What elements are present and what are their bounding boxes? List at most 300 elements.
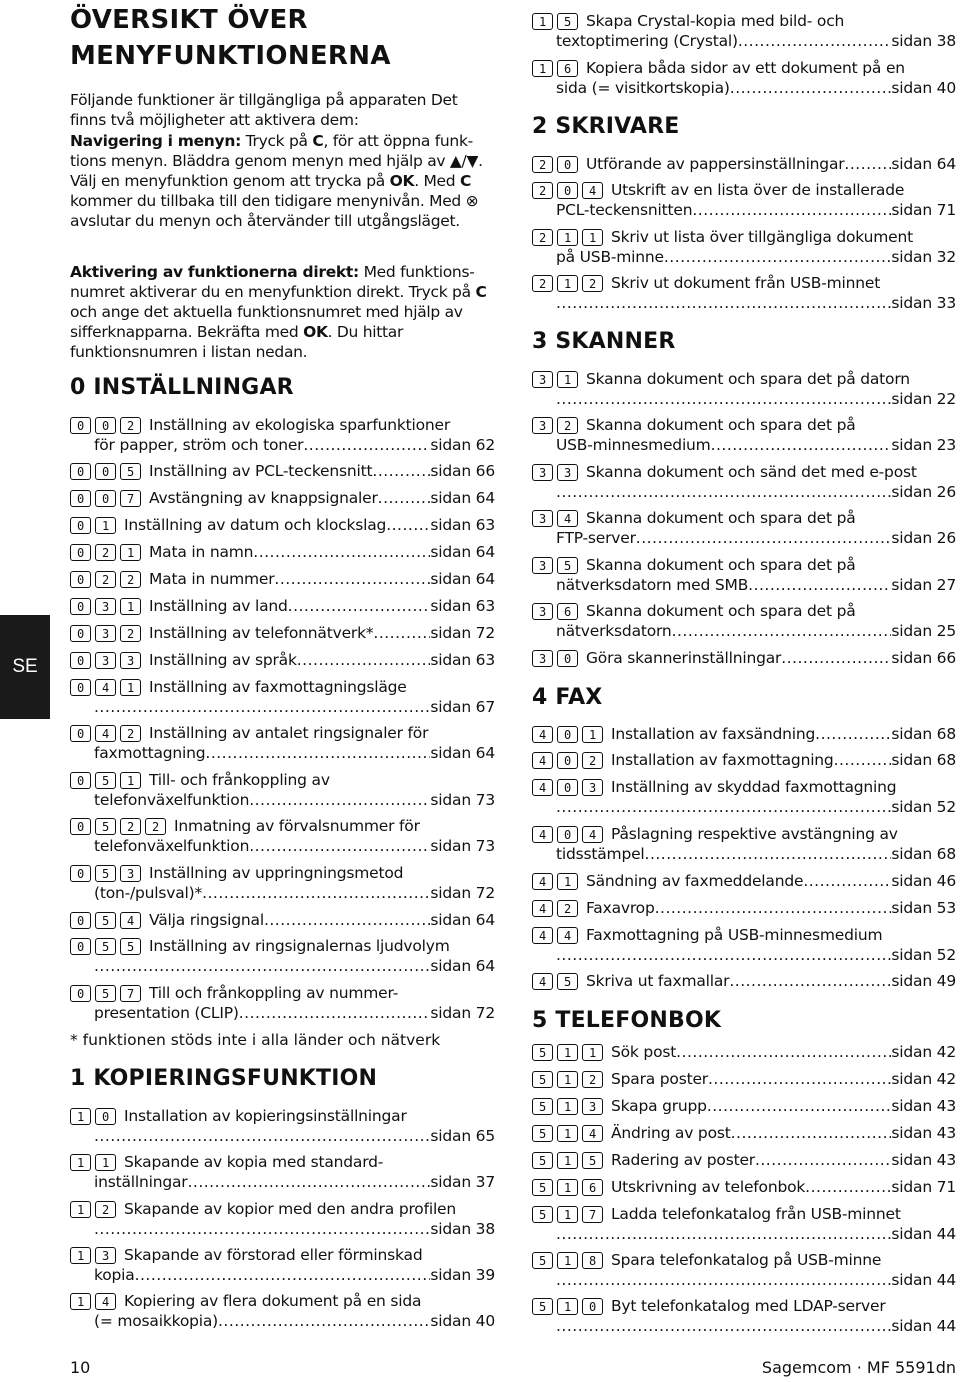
page-reference: sidan 43 [891, 1097, 956, 1115]
page-reference: sidan 44 [891, 1270, 956, 1289]
page-reference: sidan 49 [891, 972, 956, 990]
page-reference: sidan 23 [891, 435, 956, 454]
page-reference: sidan 72 [430, 883, 495, 902]
entry-label: Radering av poster [611, 1151, 755, 1169]
menu-entry [532, 1070, 956, 1090]
entry-label-continued: nätverksdatorn [556, 621, 672, 640]
page-reference: sidan 68 [891, 725, 956, 743]
dot-leader [655, 899, 892, 919]
language-tab-label: SE [12, 656, 38, 677]
key-c: C [459, 172, 472, 190]
dot-leader [94, 1220, 430, 1240]
entry-label: Skriva ut faxmallar [586, 972, 730, 990]
function-code [532, 464, 578, 481]
function-code [532, 1298, 603, 1315]
entry-label-continued: FTP-server [556, 528, 636, 547]
entry-label: Påslagning respektive avstängning av [611, 825, 898, 843]
key-box: 4 [532, 779, 553, 796]
key-box: 3 [120, 652, 141, 669]
function-code [532, 873, 578, 890]
key-box: 1 [557, 229, 578, 246]
function-code [70, 865, 141, 882]
dot-leader [636, 529, 892, 549]
page-reference: sidan 66 [430, 462, 495, 480]
function-code [532, 826, 603, 843]
page-reference: sidan 64 [430, 489, 495, 507]
menu-entry [70, 597, 495, 617]
menu-entry [532, 12, 956, 51]
dot-leader [711, 436, 892, 456]
entry-label: Skriv ut dokument från USB-minnet [611, 274, 881, 292]
key-box: 2 [95, 571, 116, 588]
key-box: 4 [582, 826, 603, 843]
entry-label: Inställning av ekologiska sparfunktioner [149, 416, 451, 434]
entry-label-continued: för papper, ström och toner [94, 435, 304, 454]
entry-label-continued: telefonväxelfunktion [94, 836, 250, 855]
navigation-paragraph [70, 131, 498, 231]
key-box: 5 [95, 985, 116, 1002]
entry-label-continued: presentation (CLIP) [94, 1003, 239, 1022]
key-box: 1 [70, 1293, 91, 1310]
menu-entry [532, 274, 956, 313]
menu-entry [532, 972, 956, 992]
dot-leader [731, 1124, 892, 1144]
entry-label: Sök post [611, 1043, 677, 1061]
function-code [70, 772, 141, 789]
entry-label: Utförande av pappersinställningar [586, 155, 845, 173]
dot-leader [707, 1097, 892, 1117]
entry-label: Skanna dokument och spara det på [586, 556, 856, 574]
key-box: 1 [95, 1154, 116, 1171]
dot-leader [729, 972, 891, 992]
dot-leader [187, 1173, 430, 1193]
title-line-1: ÖVERSIKT ÖVER [70, 5, 308, 35]
page-reference: sidan 67 [430, 697, 495, 716]
page-number: 10 [70, 1358, 91, 1377]
dot-leader [94, 698, 430, 718]
function-code [70, 1293, 116, 1310]
key-box: 4 [532, 726, 553, 743]
key-box: 0 [557, 182, 578, 199]
key-box: 2 [120, 725, 141, 742]
entry-label: Inställning av datum och klockslag [124, 516, 387, 534]
function-code [70, 652, 141, 669]
navigation-label: Navigering i menyn: [70, 132, 241, 150]
entry-label-continued: nätverksdatorn med SMB [556, 575, 749, 594]
key-box: 3 [532, 603, 553, 620]
key-box: 3 [532, 510, 553, 527]
page-reference: sidan 43 [891, 1124, 956, 1142]
function-code [532, 1252, 603, 1269]
menu-entry [532, 463, 956, 502]
direct-paragraph [70, 262, 498, 362]
page-reference: sidan 32 [891, 247, 956, 266]
function-code [532, 417, 578, 434]
entry-label: Skriv ut lista över tillgängliga dokument [611, 228, 913, 246]
key-box: 2 [120, 818, 141, 835]
key-box: 1 [557, 1044, 578, 1061]
entry-label-continued: textoptimering (Crystal) [556, 31, 738, 50]
key-box: 2 [532, 229, 553, 246]
key-box: 3 [532, 557, 553, 574]
function-code [532, 13, 578, 30]
key-box: 5 [557, 13, 578, 30]
menu-entry [70, 416, 495, 455]
menu-entry [532, 1043, 956, 1063]
function-code [532, 973, 578, 990]
dot-leader [94, 957, 430, 977]
entry-label: Till och frånkoppling av nummer- [149, 984, 399, 1002]
key-box: 0 [582, 1298, 603, 1315]
menu-entry [532, 602, 956, 641]
dot-leader [556, 1225, 891, 1245]
menu-entry [532, 509, 956, 548]
key-box: 5 [532, 1252, 553, 1269]
page-reference: sidan 44 [891, 1224, 956, 1243]
entry-label: Skapa grupp [611, 1097, 707, 1115]
dot-leader [372, 462, 430, 482]
function-code [70, 679, 141, 696]
dot-leader [556, 798, 891, 818]
page-reference: sidan 64 [430, 570, 495, 588]
entry-label-continued: faxmottagning [94, 743, 206, 762]
entry-label-continued: kopia [94, 1265, 135, 1284]
function-code [532, 1125, 603, 1142]
dot-leader [738, 32, 892, 52]
menu-entry [532, 825, 956, 864]
function-code [70, 598, 141, 615]
page-reference: sidan 22 [891, 389, 956, 408]
dot-leader [664, 248, 892, 268]
key-box: 5 [95, 865, 116, 882]
dot-leader [803, 872, 891, 892]
entry-label: Utskrivning av telefonbok [611, 1178, 806, 1196]
page-reference: sidan 46 [891, 872, 956, 890]
function-code [70, 571, 141, 588]
key-box: 0 [70, 679, 91, 696]
page-reference: sidan 40 [430, 1311, 495, 1330]
entry-label: Inmatning av förvalsnummer för [174, 817, 420, 835]
entry-label: Inställning av uppringningsmetod [149, 864, 404, 882]
key-box: 8 [582, 1252, 603, 1269]
function-code [532, 603, 578, 620]
key-box: 0 [70, 725, 91, 742]
entry-label: Installation av faxmottagning [611, 751, 834, 769]
function-code [532, 779, 603, 796]
function-code [70, 1247, 116, 1264]
entry-label: Faxmottagning på USB-minnesmedium [586, 926, 883, 944]
key-box: 5 [532, 1071, 553, 1088]
key-box: 5 [582, 1152, 603, 1169]
dot-leader [755, 1151, 891, 1171]
page-reference: sidan 42 [891, 1043, 956, 1061]
key-box: 1 [557, 1098, 578, 1115]
key-box: 0 [70, 938, 91, 955]
key-box: 5 [532, 1044, 553, 1061]
menu-entry [532, 778, 956, 817]
entry-label: Till- och frånkoppling av [149, 771, 330, 789]
key-box: 2 [582, 275, 603, 292]
page-reference: sidan 71 [891, 1178, 956, 1196]
function-code [70, 417, 141, 434]
key-box: 0 [70, 772, 91, 789]
title-line-2: MENYFUNKTIONERNA [70, 41, 391, 71]
menu-entry [532, 155, 956, 175]
function-code [532, 182, 603, 199]
section-heading-settings: 0 INSTÄLLNINGAR [70, 375, 294, 400]
key-box: 1 [557, 1179, 578, 1196]
key-box: 0 [70, 571, 91, 588]
key-box: 4 [532, 973, 553, 990]
dot-leader [288, 597, 431, 617]
key-box: 0 [95, 1108, 116, 1125]
key-box: 3 [120, 865, 141, 882]
key-box: 5 [532, 1152, 553, 1169]
page-reference: sidan 37 [430, 1172, 495, 1191]
entry-label-continued: inställningar [94, 1172, 188, 1191]
function-code [532, 1152, 603, 1169]
entry-label: Skapande av förstorad eller förminskad [124, 1246, 423, 1264]
dot-leader [556, 1317, 891, 1337]
dot-leader [708, 1070, 891, 1090]
key-box: 1 [582, 229, 603, 246]
function-code [532, 752, 603, 769]
dot-leader [135, 1266, 431, 1286]
key-box: 5 [120, 463, 141, 480]
key-box: 3 [95, 1247, 116, 1264]
dot-leader [239, 1004, 431, 1024]
key-box: 4 [557, 927, 578, 944]
key-box: 0 [557, 752, 578, 769]
menu-entry [532, 1124, 956, 1144]
dot-leader [834, 751, 892, 771]
key-box: 1 [70, 1247, 91, 1264]
page-reference: sidan 71 [891, 200, 956, 219]
entry-label: Välja ringsignal [149, 911, 264, 929]
key-box: 7 [120, 490, 141, 507]
key-box: 0 [70, 417, 91, 434]
key-box: 1 [70, 1201, 91, 1218]
entry-label: Skapande av kopia med standard- [124, 1153, 384, 1171]
key-box: 5 [532, 1298, 553, 1315]
key-box: 0 [70, 598, 91, 615]
entry-label: Installation av faxsändning [611, 725, 816, 743]
entry-label: Inställning av språk [149, 651, 297, 669]
page-reference: sidan 25 [891, 621, 956, 640]
key-box: 5 [95, 818, 116, 835]
dot-leader [815, 725, 891, 745]
navigation-text: , för att öppna funk-tions menyn. Bläddra genom menyn med hjälp av ▲/▼. Välj en menyfunktion genom att trycka på [70, 132, 483, 190]
page-reference: sidan 64 [430, 956, 495, 975]
key-box: 0 [70, 517, 91, 534]
key-box: 3 [532, 417, 553, 434]
menu-entry [70, 817, 495, 856]
dot-leader [692, 201, 891, 221]
key-box: 1 [557, 1071, 578, 1088]
page-reference: sidan 66 [891, 649, 956, 667]
function-code [532, 371, 578, 388]
entry-label-continued: telefonväxelfunktion [94, 790, 250, 809]
page-reference: sidan 26 [891, 528, 956, 547]
key-box: 1 [120, 679, 141, 696]
page-reference: sidan 39 [430, 1265, 495, 1284]
menu-entry [532, 370, 956, 409]
key-box: 2 [95, 544, 116, 561]
entry-label: Skanna dokument och sänd det med e-post [586, 463, 917, 481]
page-reference: sidan 65 [430, 1126, 495, 1145]
key-box: 4 [582, 1125, 603, 1142]
key-box: 4 [532, 873, 553, 890]
menu-entry [532, 872, 956, 892]
key-box: 0 [557, 726, 578, 743]
key-box: 0 [70, 544, 91, 561]
function-code [532, 650, 578, 667]
function-code [532, 1206, 603, 1223]
entry-label-continued: (ton-/pulsval)* [94, 883, 203, 902]
key-box: 2 [120, 571, 141, 588]
function-code [70, 490, 141, 507]
intro-paragraph [70, 90, 498, 130]
key-box: 2 [532, 156, 553, 173]
entry-label: Spara telefonkatalog på USB-minne [611, 1251, 882, 1269]
entry-label: Inställning av faxmottagningsläge [149, 678, 407, 696]
entry-label: Skapande av kopior med den andra profilen [124, 1200, 457, 1218]
key-box: 1 [532, 60, 553, 77]
dot-leader [386, 516, 430, 536]
key-box: 1 [557, 1125, 578, 1142]
entry-label-continued: USB-minnesmedium [556, 435, 711, 454]
entry-label: Inställning av land [149, 597, 288, 615]
product-name: Sagemcom · MF 5591dn [761, 1358, 956, 1377]
key-box: 2 [557, 417, 578, 434]
menu-entry [70, 624, 495, 644]
key-box: 3 [95, 598, 116, 615]
key-box: 2 [582, 1071, 603, 1088]
key-box: 4 [532, 900, 553, 917]
entry-label: Skanna dokument och spara det på [586, 602, 856, 620]
key-box: 0 [70, 985, 91, 1002]
function-code [70, 625, 141, 642]
dot-leader [378, 489, 431, 509]
menu-entry [70, 864, 495, 903]
menu-entry [70, 937, 495, 976]
menu-entry [532, 751, 956, 771]
page-reference: sidan 72 [430, 624, 495, 642]
key-box: 0 [70, 490, 91, 507]
function-code [532, 1179, 603, 1196]
key-box: 1 [70, 1108, 91, 1125]
key-box: 3 [582, 779, 603, 796]
dot-leader [676, 1043, 891, 1063]
navigation-text: kommer du tillbaka till den tidigare menynivån. Med ⊗ avslutar du menyn och återvänder till utgångsläget. [70, 192, 479, 230]
key-box: 2 [557, 900, 578, 917]
dot-leader [844, 155, 891, 175]
entry-label: Skanna dokument och spara det på [586, 509, 856, 527]
entry-label: Mata in namn [149, 543, 254, 561]
section-heading-fax: 4 FAX [532, 685, 603, 710]
entry-label: Ändring av post [611, 1124, 731, 1142]
key-box: 0 [70, 912, 91, 929]
key-box: 1 [557, 873, 578, 890]
key-box: 2 [582, 752, 603, 769]
function-code [532, 1098, 603, 1115]
entry-label: Göra skannerinställningar [586, 649, 782, 667]
page-reference: sidan 72 [430, 1003, 495, 1022]
page-reference: sidan 40 [891, 78, 956, 97]
entry-label-continued: tidsstämpel [556, 844, 645, 863]
page-reference: sidan 68 [891, 751, 956, 769]
key-c: C [475, 283, 487, 301]
menu-entry [70, 1107, 495, 1146]
key-box: 0 [70, 625, 91, 642]
key-box: 1 [582, 726, 603, 743]
key-box: 0 [95, 490, 116, 507]
menu-entry [70, 771, 495, 810]
menu-entry [70, 1200, 495, 1239]
entry-label: Utskrift av en lista över de installerade [611, 181, 905, 199]
dot-leader [645, 845, 892, 865]
entry-label: Spara poster [611, 1070, 708, 1088]
menu-entry [532, 1097, 956, 1117]
key-box: 2 [145, 818, 166, 835]
dot-leader [253, 543, 430, 563]
menu-entry [70, 911, 495, 931]
page-reference: sidan 73 [430, 790, 495, 809]
key-box: 7 [120, 985, 141, 1002]
navigation-text: Tryck på [245, 132, 308, 150]
key-box: 3 [532, 650, 553, 667]
function-code [532, 229, 603, 246]
page-reference: sidan 38 [430, 1219, 495, 1238]
menu-entry [70, 543, 495, 563]
menu-entry [70, 1246, 495, 1285]
key-box: 5 [95, 938, 116, 955]
function-code [532, 275, 603, 292]
entry-label: Faxavrop [586, 899, 655, 917]
dot-leader [297, 651, 431, 671]
key-box: 1 [120, 598, 141, 615]
page-reference: sidan 43 [891, 1151, 956, 1169]
menu-entry [70, 678, 495, 717]
key-box: 1 [557, 1298, 578, 1315]
menu-entry [70, 516, 495, 536]
function-code [532, 557, 578, 574]
entry-label-continued: sida (= visitkortskopia) [556, 78, 730, 97]
entry-label: Skanna dokument och spara det på datorn [586, 370, 910, 388]
key-box: 1 [120, 544, 141, 561]
footnote: * funktionen stöds inte i alla länder och nätverk [70, 1031, 441, 1049]
entry-label-continued: på USB-minne [556, 247, 664, 266]
page-reference: sidan 68 [891, 844, 956, 863]
function-code [70, 517, 116, 534]
key-box: 5 [120, 938, 141, 955]
page-reference: sidan 64 [891, 155, 956, 173]
entry-label: Kopiering av flera dokument på en sida [124, 1292, 422, 1310]
entry-label: Skapa Crystal-kopia med bild- och [586, 12, 845, 30]
menu-entry [70, 724, 495, 763]
key-box: 0 [95, 417, 116, 434]
function-code [70, 725, 141, 742]
page-reference: sidan 52 [891, 945, 956, 964]
direct-text: och ange det aktuella funktionsnumret med hjälp av sifferknapparna. Bekräfta med [70, 303, 463, 341]
intro-text: Följande funktioner är tillgängliga på apparaten Det finns två möjligheter att aktivera dem: [70, 91, 458, 129]
key-box: 4 [95, 679, 116, 696]
page-reference: sidan 63 [430, 597, 495, 615]
page-reference: sidan 44 [891, 1316, 956, 1335]
key-box: 2 [532, 275, 553, 292]
key-c: C [312, 132, 324, 150]
key-box: 4 [120, 912, 141, 929]
